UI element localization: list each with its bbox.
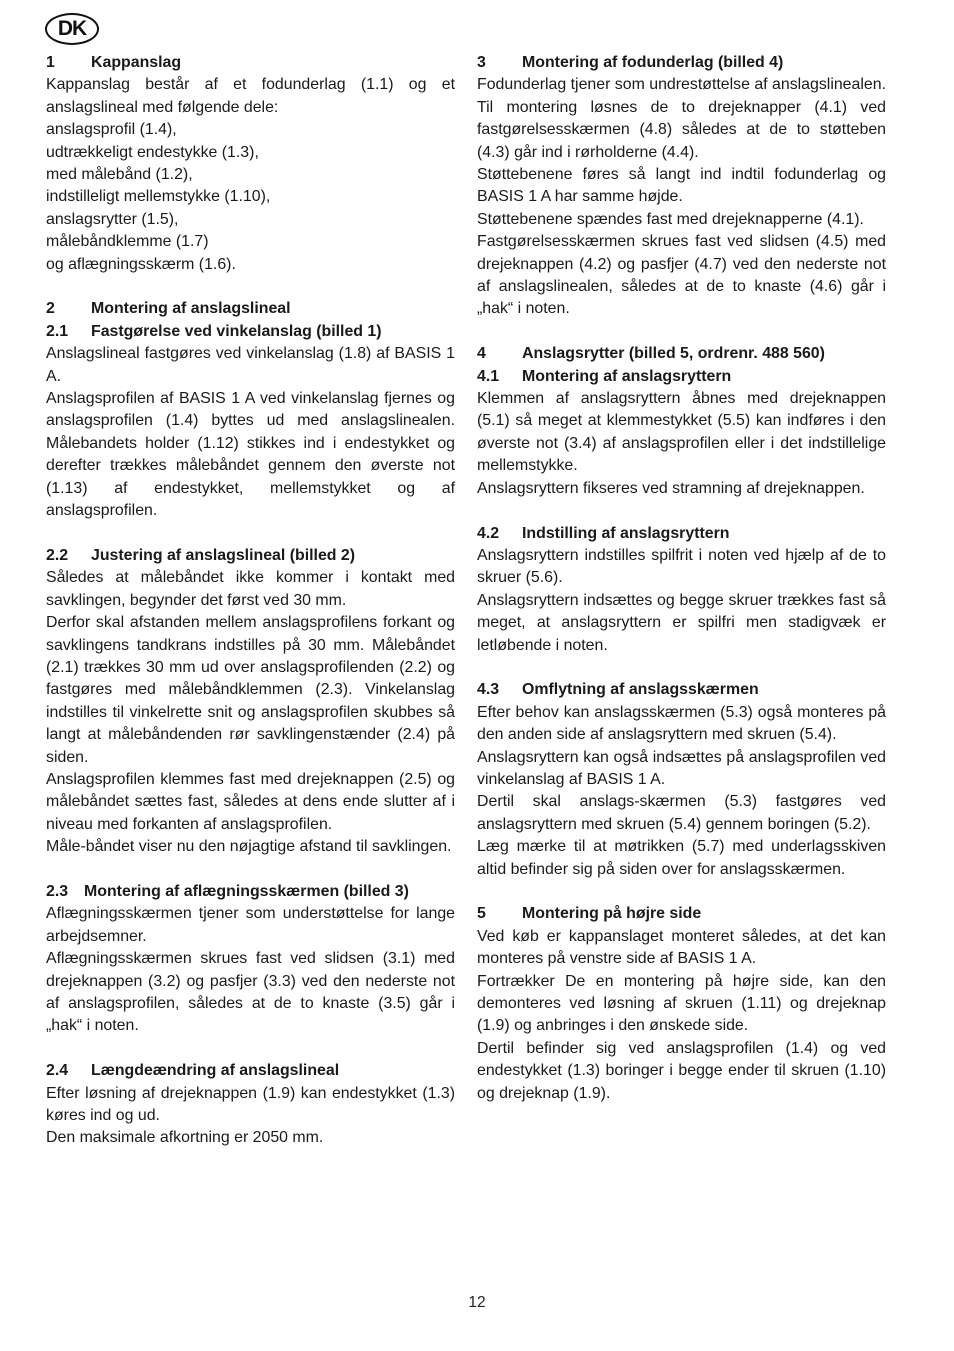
paragraph-spacer	[477, 657, 886, 679]
paragraph: Dertil skal anslags-skærmen (5.3) fastgøres ved anslagsryttern med skruen (5.4) gennem boringen (5.2).	[477, 793, 886, 833]
paragraph: og aflægningsskærm (1.6).	[46, 255, 236, 273]
section-title: Kappanslag	[91, 54, 182, 71]
section-title: Montering af anslagslineal	[91, 300, 291, 318]
paragraph: Fortrækker De en montering på højre side, kan den demonteres ved løsning af skruen (1.11) og drejeknap (1.9) og anbringes i den ønskede side.	[477, 972, 886, 1035]
paragraph: Den maksimale afkortning er 2050 mm.	[46, 1129, 324, 1147]
paragraph: Ved køb er kappanslaget monteret således, at det kan monteres på venstre side af BASIS 1 A.	[477, 927, 886, 968]
section-number: 4.1	[477, 367, 500, 385]
section-number: 2	[46, 300, 55, 318]
paragraph: Anslagsprofilen af BASIS 1 A ved vinkelanslag fjernes og anslagsprofilen (1.4) byttes ud med anslagslinealen. Målebandets holder (1.12) stikkes ind i endestykket og derefter trækkes målebåndet gennem den øverste not (1.13) af endestykket, mellemstykket og af anslagsprofilen.	[46, 390, 455, 520]
section-heading	[46, 298, 455, 320]
paragraph: Måle-båndet viser nu den nøjagtige afstand til savklingen.	[46, 838, 452, 856]
paragraph: Anslagsryttern kan også indsættes på anslagsprofilen ved vinkelanslag af BASIS 1 A.	[477, 748, 886, 788]
section-number: 5	[477, 905, 486, 923]
paragraph: Dertil befinder sig ved anslagsprofilen (1.4) og ved endestykket (1.3) boringer i begge ender til skruen (1.10) og drejeknap (1.9).	[477, 1039, 886, 1102]
section-heading	[477, 366, 886, 388]
paragraph-spacer	[477, 881, 886, 903]
right-column	[477, 52, 886, 1105]
paragraph: anslagsrytter (1.5),	[46, 210, 179, 228]
paragraph: målebåndklemme (1.7)	[46, 233, 209, 251]
section-heading	[477, 523, 886, 545]
paragraph: Anslagsryttern fikseres ved stramning af drejeknappen.	[477, 479, 865, 497]
section-heading	[46, 1060, 455, 1082]
section-heading	[477, 679, 886, 701]
paragraph: Anslagsryttern indsættes og begge skruer trækkes fast så meget, at anslagsryttern er spilfri men stadigvæk er letløbende i noten.	[477, 591, 886, 654]
paragraph: Derfor skal afstanden mellem anslagsprofilens forkant og savklingens tandkrans indstilles på 30 mm. Målebåndet (2.1) trækkes 30 mm ud over anslagsprofilenden (2.2) og fastgøres med målebåndklemmen (2.3). Vinkelanslag indstilles til vinkelrette snit og anslagsprofilen skubbes så langt at målebåndenden rør savklingenstænder (2.4) på siden.	[46, 614, 455, 766]
paragraph-spacer	[46, 859, 455, 881]
section-title: Anslagsrytter (billed 5, ordrenr. 488 560)	[522, 345, 825, 363]
section-number: 4	[477, 345, 486, 363]
paragraph-spacer	[477, 321, 886, 343]
section-title: Omflytning af anslagsskærmen	[522, 681, 759, 699]
paragraph: Kappanslag består af et fodunderlag (1.1) og et anslagslineal med følgende dele:	[46, 76, 455, 116]
section-title: Montering af anslagsryttern	[522, 367, 732, 385]
section-title: Indstilling af anslagsryttern	[522, 524, 730, 542]
section-heading	[477, 52, 886, 74]
paragraph-spacer	[46, 276, 455, 298]
section-heading	[46, 321, 455, 343]
paragraph-spacer	[477, 500, 886, 522]
section-number: 1	[46, 54, 55, 71]
section-heading	[46, 881, 455, 903]
section-number: 2.1	[46, 322, 69, 340]
section-title: Længdeændring af anslagslineal	[91, 1062, 340, 1080]
section-heading	[46, 545, 455, 567]
paragraph: udtrækkeligt endestykke (1.3),	[46, 143, 259, 161]
section-heading	[46, 52, 455, 74]
section-number: 2.2	[46, 546, 69, 564]
section-number: 4.2	[477, 524, 500, 542]
section-number: 4.3	[477, 681, 500, 699]
section-title: Montering af fodunderlag (billed 4)	[522, 54, 784, 71]
paragraph: Klemmen af anslagsryttern åbnes med drejeknappen (5.1) så meget at klemmestykket (5.5) kan indføres i den øverste not (3.4) af anslagsprofilen eller i det indstillelige mellemstykke.	[477, 390, 886, 475]
paragraph: Aflægningsskærmen skrues fast ved slidsen (3.1) med drejeknappen (3.2) og pasfjer (3.3) ved den nederste not af anslagsprofilen, således at de to knaste (3.5) går i „hak“ i noten.	[46, 950, 455, 1035]
paragraph: Støttebenene føres så langt ind indtil fodunderlag og BASIS 1 A har samme højde.	[477, 166, 886, 206]
section-heading	[477, 343, 886, 365]
language-badge: DK	[45, 13, 99, 45]
paragraph: anslagsprofil (1.4),	[46, 121, 177, 139]
paragraph: Efter løsning af drejeknappen (1.9) kan endestykket (1.3) køres ind og ud.	[46, 1084, 455, 1125]
paragraph: Læg mærke til at møtrikken (5.7) med underlagsskiven altid befinder sig på siden over for anslagsskærmen.	[477, 838, 886, 878]
paragraph: indstilleligt mellemstykke (1.10),	[46, 188, 271, 206]
paragraph: Således at målebåndet ikke kommer i kontakt med savklingen, begynder det først ved 30 mm.	[46, 569, 455, 609]
section-heading	[477, 903, 886, 925]
section-number: 3	[477, 54, 486, 71]
section-title: Montering af aflægningsskærmen (billed 3)	[84, 882, 409, 900]
paragraph: med målebånd (1.2),	[46, 166, 193, 184]
paragraph: Fastgørelsesskærmen skrues fast ved slidsen (4.5) med drejeknappen (4.2) og pasfjer (4.7) ved den nederste not af anslagslinealen, således at de to knaste (4.6) går i „hak“ i noten.	[477, 233, 886, 318]
section-title: Justering af anslagslineal (billed 2)	[91, 546, 356, 564]
page-number: 12	[468, 1294, 486, 1311]
paragraph-spacer	[46, 523, 455, 545]
paragraph: Anslagslineal fastgøres ved vinkelanslag (1.8) af BASIS 1 A.	[46, 345, 455, 385]
paragraph: Støttebenene spændes fast med drejeknapperne (4.1).	[477, 210, 864, 228]
paragraph: Aflægningsskærmen tjener som understøttelse for lange arbejdsemner.	[46, 905, 455, 945]
section-title: Fastgørelse ved vinkelanslag (billed 1)	[91, 322, 382, 340]
paragraph-spacer	[46, 1038, 455, 1060]
section-number: 2.4	[46, 1062, 69, 1080]
paragraph: Til montering løsnes de to drejeknapper (4.1) ved fastgørelsesskærmen (4.8) således at de to støtteben (4.3) går ind i rørholderne (4.4).	[477, 98, 886, 161]
paragraph: Anslagsryttern indstilles spilfrit i noten ved hjælp af de to skruer (5.6).	[477, 546, 886, 587]
paragraph: Fodunderlag tjener som undrestøttelse af anslagslinealen.	[477, 76, 886, 94]
paragraph: Anslagsprofilen klemmes fast med drejeknappen (2.5) og målebåndet sættes fast, således at dens ende slutter af i niveau med forkanten af anslagsprofilen.	[46, 770, 455, 833]
paragraph: Efter behov kan anslagsskærmen (5.3) også monteres på den anden side af anslagsryttern med skruen (5.4).	[477, 703, 886, 744]
section-number: 2.3	[46, 882, 69, 900]
left-column	[46, 52, 455, 1150]
section-title: Montering på højre side	[522, 905, 702, 923]
